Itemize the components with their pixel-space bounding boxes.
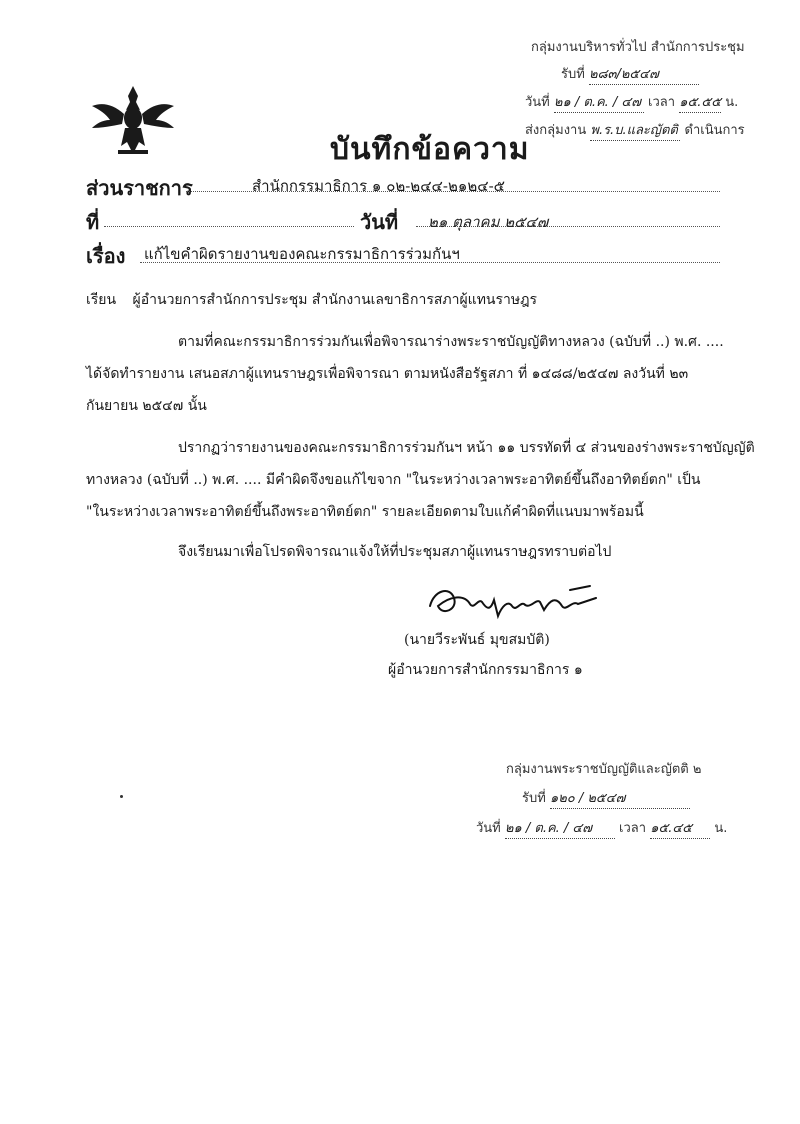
stamp-top-assign-value: พ.ร.บ.และญัตติ bbox=[590, 119, 680, 141]
receipt-stamp-top bbox=[525, 36, 790, 141]
stamp-top-assign-label: ส่งกลุ่มงาน bbox=[525, 123, 587, 138]
signature-mark bbox=[420, 576, 610, 626]
stamp-top-received-no: ๒๘๓/๒๕๔๗ bbox=[589, 63, 699, 85]
signer-position: ผู้อำนวยการสำนักกรรมาธิการ ๑ bbox=[388, 662, 583, 678]
salutation-value: ผู้อำนวยการสำนักการประชุม สำนักงานเลขาธิการสภาผู้แทนราษฎร bbox=[132, 292, 538, 308]
dept-value: สำนักกรรมาธิการ ๑ ๐๒-๒๔๔-๒๑๒๔-๕ bbox=[252, 177, 506, 195]
paragraph-line: "ในระหว่างเวลาพระอาทิตย์ขึ้นถึงพระอาทิตย์ตก" รายละเอียดตามใบแก้คำผิดที่แนบมาพร้อมนี้ bbox=[86, 504, 644, 520]
ref-rule bbox=[104, 226, 354, 227]
receipt-stamp-bottom bbox=[476, 758, 776, 839]
garuda-emblem bbox=[88, 80, 178, 160]
paragraph-line: ทางหลวง (ฉบับที่ ..) พ.ศ. .... มีคำผิดจึงขอแก้ไขจาก "ในระหว่างเวลาพระอาทิตย์ขึ้นถึงอาทิตย์ตก" เป็น bbox=[86, 472, 701, 488]
stamp-top-received-label: รับที่ bbox=[561, 67, 585, 82]
stamp-top-assign-suffix: ดำเนินการ bbox=[684, 123, 745, 138]
salutation-label: เรียน bbox=[86, 292, 117, 308]
stamp-top-date-label: วันที่ bbox=[525, 95, 550, 110]
stray-dot bbox=[120, 795, 123, 798]
salutation bbox=[86, 284, 537, 316]
ref-label: ที่ bbox=[86, 210, 100, 234]
dept-label: ส่วนราชการ bbox=[86, 176, 193, 200]
paragraph-line: กันยายน ๒๕๔๗ นั้น bbox=[86, 398, 207, 414]
stamp-bottom-received-label: รับที่ bbox=[522, 791, 546, 806]
stamp-top-time-value: ๑๕.๕๕ bbox=[679, 91, 721, 113]
stamp-bottom-date-label: วันที่ bbox=[476, 821, 501, 836]
date-label: วันที่ bbox=[360, 210, 399, 234]
paragraph-1 bbox=[86, 326, 746, 422]
stamp-top-org: กลุ่มงานบริหารทั่วไป สำนักการประชุม bbox=[531, 40, 745, 55]
paragraph-line: จึงเรียนมาเพื่อโปรดพิจารณาแจ้งให้ที่ประชุมสภาผู้แทนราษฎรทราบต่อไป bbox=[178, 544, 612, 560]
date-value: ๒๑ ตุลาคม ๒๕๔๗ bbox=[428, 213, 549, 231]
stamp-bottom-org: กลุ่มงานพระราชบัญญัติและญัตติ ๒ bbox=[506, 762, 702, 777]
stamp-bottom-time-unit: น. bbox=[714, 821, 728, 836]
subject-label: เรื่อง bbox=[86, 244, 126, 268]
paragraph-line: ปรากฏว่ารายงานของคณะกรรมาธิการร่วมกันฯ หน้า ๑๑ บรรทัดที่ ๔ ส่วนของร่างพระราชบัญญัติ bbox=[178, 440, 755, 456]
paragraph-line: ตามที่คณะกรรมาธิการร่วมกันเพื่อพิจารณาร่างพระราชบัญญัติทางหลวง (ฉบับที่ ..) พ.ศ. .... bbox=[178, 334, 724, 350]
stamp-bottom-date-value: ๒๑ / ต.ค. / ๔๗ bbox=[505, 817, 615, 839]
subject-value: แก้ไขคำผิดรายงานของคณะกรรมาธิการร่วมกันฯ bbox=[144, 245, 460, 263]
stamp-top-date-value: ๒๑ / ต.ค. / ๔๗ bbox=[554, 91, 644, 113]
paragraph-3 bbox=[86, 536, 746, 568]
stamp-top-time-label: เวลา bbox=[648, 95, 676, 110]
paragraph-2 bbox=[86, 432, 766, 528]
paragraph-line: ได้จัดทำรายงาน เสนอสภาผู้แทนราษฎรเพื่อพิจารณา ตามหนังสือรัฐสภา ที่ ๑๔๘๘/๒๕๔๗ ลงวันที่ ๒๓ bbox=[86, 366, 689, 382]
memo-title: บันทึกข้อความ bbox=[330, 132, 530, 167]
stamp-bottom-time-label: เวลา bbox=[619, 821, 647, 836]
stamp-bottom-time-value: ๑๕.๔๕ bbox=[650, 817, 710, 839]
stamp-top-time-unit: น. bbox=[725, 95, 739, 110]
signer-name: (นายวีระพันธ์ มุขสมบัติ) bbox=[404, 632, 550, 648]
stamp-bottom-received-no: ๑๒๐ / ๒๕๔๗ bbox=[550, 787, 690, 809]
